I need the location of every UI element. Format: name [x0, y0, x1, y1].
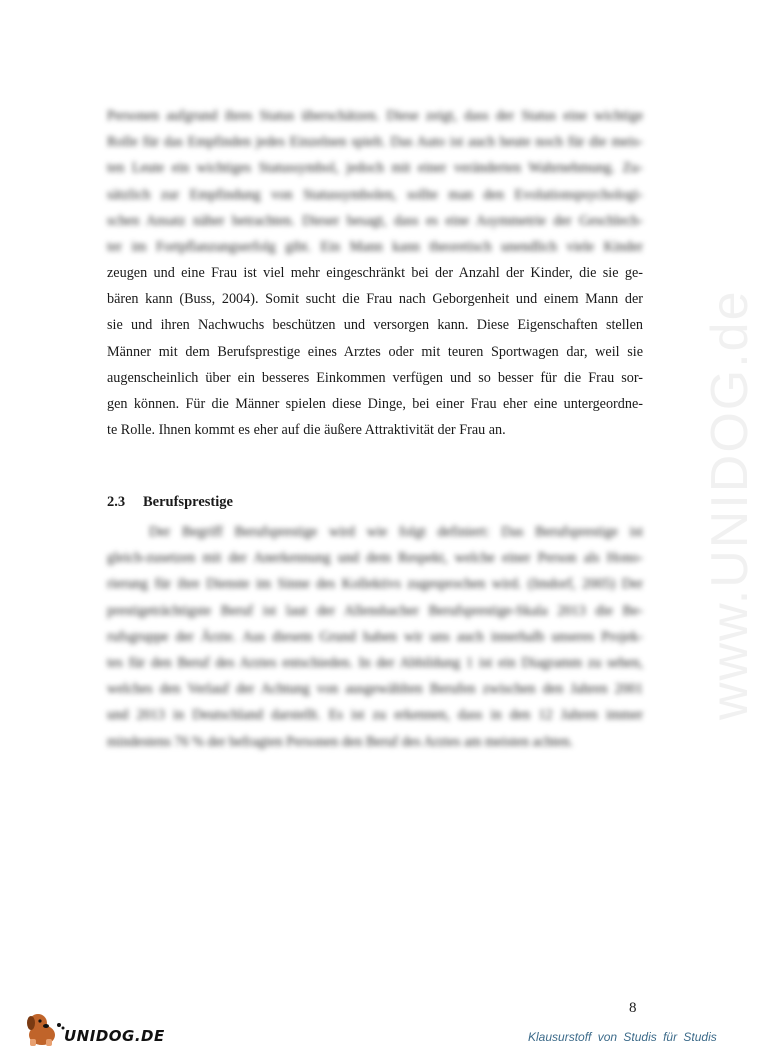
text-line: Rolle für das Empfinden jedes Einzelnen spielt. Das Auto ist auch heute noch für die meis-: [107, 134, 643, 151]
page-number: 8: [629, 1000, 637, 1016]
text-line: gleich-zusetzen mit der Anerkennung und dem Respekt, welche einer Person als Hono-: [107, 550, 643, 567]
text-line: ten Leute ein wichtiges Statussymbol, jedoch mit einer veränderten Wahrnehmung. Zu-: [107, 160, 643, 177]
text-line: gen können. Für die Männer spielen diese Dinge, bei einer Frau eher eine untergeordne-: [107, 396, 643, 413]
section-title: Berufsprestige: [143, 494, 233, 510]
paragraph-bottom-blurred: [107, 519, 643, 755]
text-line: augenscheinlich über ein besseres Einkommen verfügen und so besser für die Frau sor-: [107, 369, 643, 386]
text-line: sie und ihren Nachwuchs beschützen und versorgen kann. Diese Eigenschaften stellen: [107, 317, 643, 334]
text-line: sätzlich zur Empfindung von Statussymbolen, sollte man den Evolutionspsychologi-: [107, 186, 643, 203]
text-line: mindestens 76 % der befragten Personen den Beruf des Arztes am meisten achten.: [107, 733, 574, 750]
text-line: Personen aufgrund ihres Status überschätzen. Diese zeigt, dass der Status eine wichtige: [107, 108, 643, 124]
paragraph-visible: [107, 260, 643, 443]
unidog-logo: [22, 1009, 165, 1049]
text-line: und 2013 in Deutschland darstellt. Es ist zu erkennen, dass in den 12 Jahren immer: [107, 707, 643, 724]
dog-mascot-icon: [22, 1009, 66, 1049]
text-line: Männer mit dem Berufsprestige eines Arztes oder mit teuren Sportwagen dar, weil sie: [107, 343, 643, 360]
text-line: ter im Fortpflanzungserfolg gibt. Ein Mann kann theoretisch unendlich viele Kinder: [107, 239, 643, 256]
watermark: www.UNIDOG.de: [701, 289, 759, 720]
text-line: bären kann (Buss, 2004). Somit sucht die Frau nach Geborgenheit und einem Mann der: [107, 291, 643, 308]
text-line: welches den Verlauf der Achtung von ausgewählten Berufen zwischen den Jahren 2001: [107, 681, 643, 698]
footer-tagline: Klausurstoff von Studis für Studis: [528, 1030, 717, 1044]
text-line: rufsgruppe der Ärzte. Aus diesem Grund haben wir uns auch innerhalb unseres Projek-: [107, 628, 643, 645]
text-line: tes für den Beruf des Arztes entschieden. In der Abbildung 1 ist ein Diagramm zu sehen,: [107, 655, 643, 672]
text-line: prestigeträchtigste Beruf ist laut der Allensbacher Berufsprestige-Skala 2013 die Be-: [107, 602, 643, 619]
section-number: 2.3: [107, 494, 126, 510]
text-line: te Rolle. Ihnen kommt es eher auf die äußere Attraktivität der Frau an.: [107, 422, 506, 439]
text-line: rierung für ihre Dienste im Sinne des Kollektivs zugesprochen wird. (Imdorf, 2005) Der: [107, 576, 643, 593]
text-line: schen Ansatz näher betrachten. Dieser besagt, dass es eine Asymmetrie der Geschlech-: [107, 212, 643, 229]
logo-text: UNIDOG.DE: [64, 1027, 165, 1045]
text-line: Der Begriff Berufsprestige wird wie folgt definiert: Das Berufsprestige ist: [149, 524, 643, 540]
paragraph-top-blurred: [107, 103, 643, 260]
text-line: zeugen und eine Frau ist viel mehr eingeschränkt bei der Anzahl der Kinder, die sie ge-: [107, 265, 643, 281]
section-heading: [107, 494, 233, 511]
